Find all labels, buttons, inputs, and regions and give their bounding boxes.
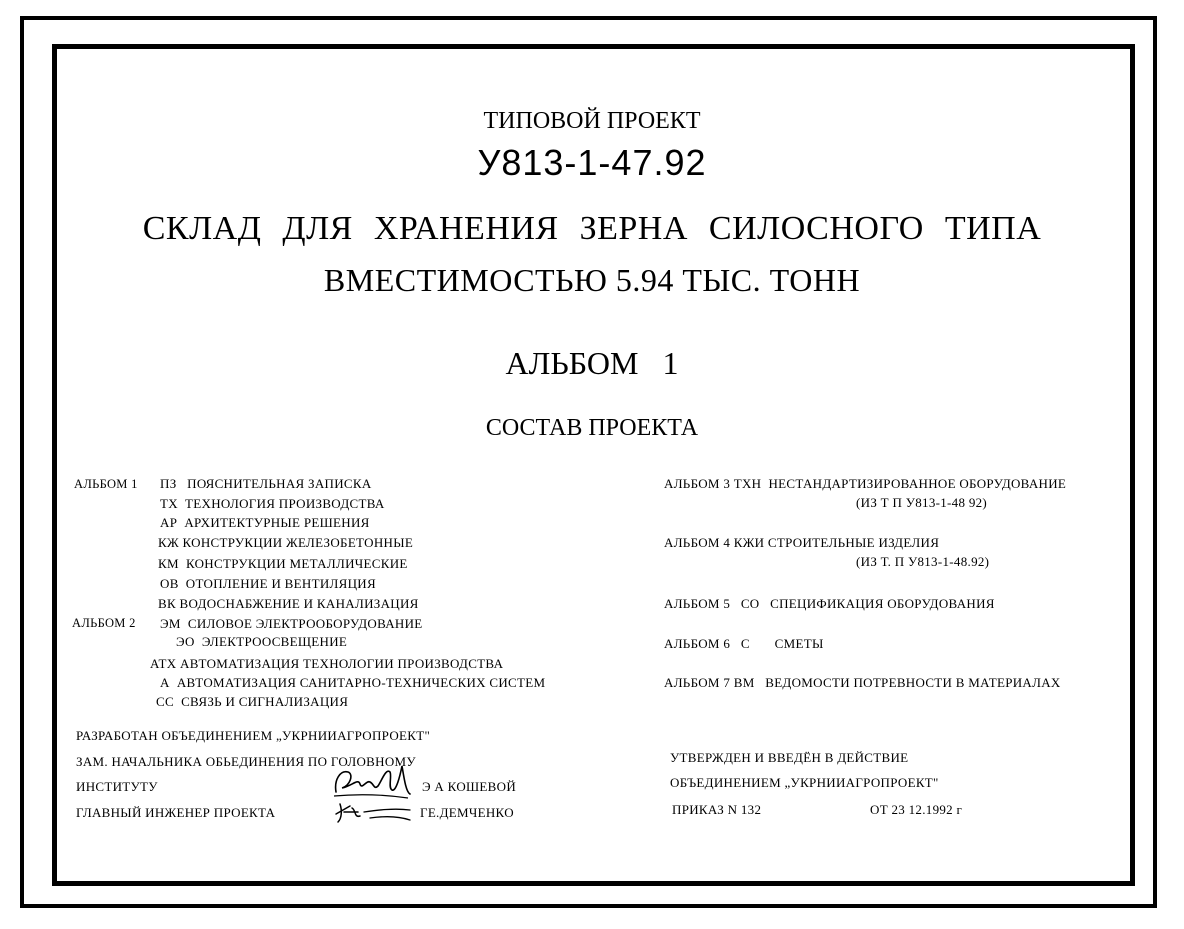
item-note: (ИЗ Т. П У813-1-48.92) (856, 554, 990, 569)
item-code: АТХ (150, 656, 177, 671)
item-code: КМ (158, 556, 179, 571)
item-code: А (160, 675, 170, 690)
item-code: ОВ (160, 576, 179, 591)
list-item (664, 535, 939, 551)
item-text: ЭЛЕКТРООСВЕЩЕНИЕ (201, 634, 348, 649)
item-text: КОНСТРУКЦИИ ЖЕЛЕЗОБЕТОННЫЕ (182, 535, 414, 550)
approval-line2: ОБЪЕДИНЕНИЕМ „УКРНИИАГРОПРОЕКТ" (670, 775, 939, 790)
item-code: ВМ (733, 675, 755, 690)
item-code: ТХН (733, 476, 762, 491)
approval-date: ОТ 23 12.1992 г (870, 802, 963, 817)
list-item (158, 596, 419, 612)
item-album: АЛЬБОМ 7 (664, 675, 731, 690)
item-text: СМЕТЫ (774, 636, 824, 651)
item-code: ТХ (160, 496, 178, 511)
project-name-line1: СКЛАД ДЛЯ ХРАНЕНИЯ ЗЕРНА СИЛОСНОГО ТИПА (142, 210, 1042, 247)
chief-engineer-name: ГЕ.ДЕМЧЕНКО (420, 805, 514, 820)
list-item (160, 515, 370, 531)
item-code: ЭМ (160, 616, 181, 631)
item-album: АЛЬБОМ 5 (664, 596, 731, 611)
list-item (160, 616, 423, 632)
deputy-name: Э А КОШЕВОЙ (422, 779, 517, 794)
item-text: КОНСТРУКЦИИ МЕТАЛЛИЧЕСКИЕ (185, 556, 408, 571)
item-text: АРХИТЕКТУРНЫЕ РЕШЕНИЯ (184, 515, 370, 530)
list-item (664, 636, 824, 652)
item-code: ВК (158, 596, 176, 611)
chief-engineer-label: ГЛАВНЫЙ ИНЖЕНЕР ПРОЕКТА (76, 805, 276, 820)
item-text: АВТОМАТИЗАЦИЯ САНИТАРНО-ТЕХНИЧЕСКИХ СИСТЕМ (176, 675, 546, 690)
item-text: СВЯЗЬ И СИГНАЛИЗАЦИЯ (181, 694, 349, 709)
item-text: АВТОМАТИЗАЦИЯ ТЕХНОЛОГИИ ПРОИЗВОДСТВА (180, 656, 504, 671)
item-text: СПЕЦИФИКАЦИЯ ОБОРУДОВАНИЯ (770, 596, 995, 611)
album1-label: АЛЬБОМ 1 (74, 477, 138, 491)
list-item (150, 656, 503, 672)
item-code: КЖ (158, 535, 179, 550)
item-text: НЕСТАНДАРТИЗИРОВАННОЕ ОБОРУДОВАНИЕ (768, 476, 1067, 491)
signature-chief (330, 800, 414, 826)
list-item (664, 596, 995, 612)
list-item (160, 576, 376, 592)
album2-label: АЛЬБОМ 2 (72, 616, 136, 630)
approval-order: ПРИКАЗ N 132 (672, 802, 762, 817)
list-item (664, 675, 1061, 691)
composition-title: СОСТАВ ПРОЕКТА (485, 415, 699, 441)
item-text: ВЕДОМОСТИ ПОТРЕВНОСТИ В МАТЕРИАЛАХ (765, 675, 1061, 690)
item-text: ТЕХНОЛОГИЯ ПРОИЗВОДСТВА (185, 496, 385, 511)
approval-line1: УТВЕРЖДЕН И ВВЕДЁН В ДЕЙСТВИЕ (670, 750, 909, 765)
item-code: СС (156, 694, 174, 709)
list-item (176, 634, 347, 650)
item-code: ПЗ (160, 476, 177, 491)
list-item (158, 535, 413, 551)
project-code: У813-1-47.92 (477, 142, 707, 183)
item-text: ОТОПЛЕНИЕ И ВЕНТИЛЯЦИЯ (185, 576, 376, 591)
project-name-line2: ВМЕСТИМОСТЬЮ 5.94 ТЫС. ТОНН (323, 262, 861, 298)
list-item (664, 476, 1066, 492)
item-note: (ИЗ Т П У813-1-48 92) (856, 495, 988, 510)
item-code: КЖИ (733, 535, 765, 550)
item-code: СО (740, 596, 760, 611)
album-title: АЛЬБОМ 1 (505, 345, 679, 381)
item-album: АЛЬБОМ 4 (664, 535, 731, 550)
list-item (160, 675, 545, 691)
deputy-title-line2: ИНСТИТУТУ (76, 779, 158, 794)
list-item (158, 556, 408, 572)
signature-deputy (330, 758, 414, 802)
item-album: АЛЬБОМ 3 (664, 476, 731, 491)
item-album: АЛЬБОМ 6 (664, 636, 731, 651)
list-item (160, 496, 385, 512)
list-item (160, 476, 372, 492)
item-text: ВОДОСНАБЖЕНИЕ И КАНАЛИЗАЦИЯ (179, 596, 419, 611)
project-type: ТИПОВОЙ ПРОЕКТ (483, 108, 701, 134)
item-text: ПОЯСНИТЕЛЬНАЯ ЗАПИСКА (187, 476, 372, 491)
item-text: СИЛОВОЕ ЭЛЕКТРООБОРУДОВАНИЕ (187, 616, 423, 631)
item-code: ЭО (176, 634, 195, 649)
item-text: СТРОИТЕЛЬНЫЕ ИЗДЕЛИЯ (767, 535, 940, 550)
item-code: АР (160, 515, 178, 530)
developed-by: РАЗРАБОТАН ОБЪЕДИНЕНИЕМ „УКРНИИАГРОПРОЕКТ" (76, 728, 431, 743)
list-item (156, 694, 348, 710)
item-code: С (740, 636, 750, 651)
deputy-title-line1: ЗАМ. НАЧАЛЬНИКА ОБЬЕДИНЕНИЯ ПО ГОЛОВНОМУ (76, 754, 416, 769)
